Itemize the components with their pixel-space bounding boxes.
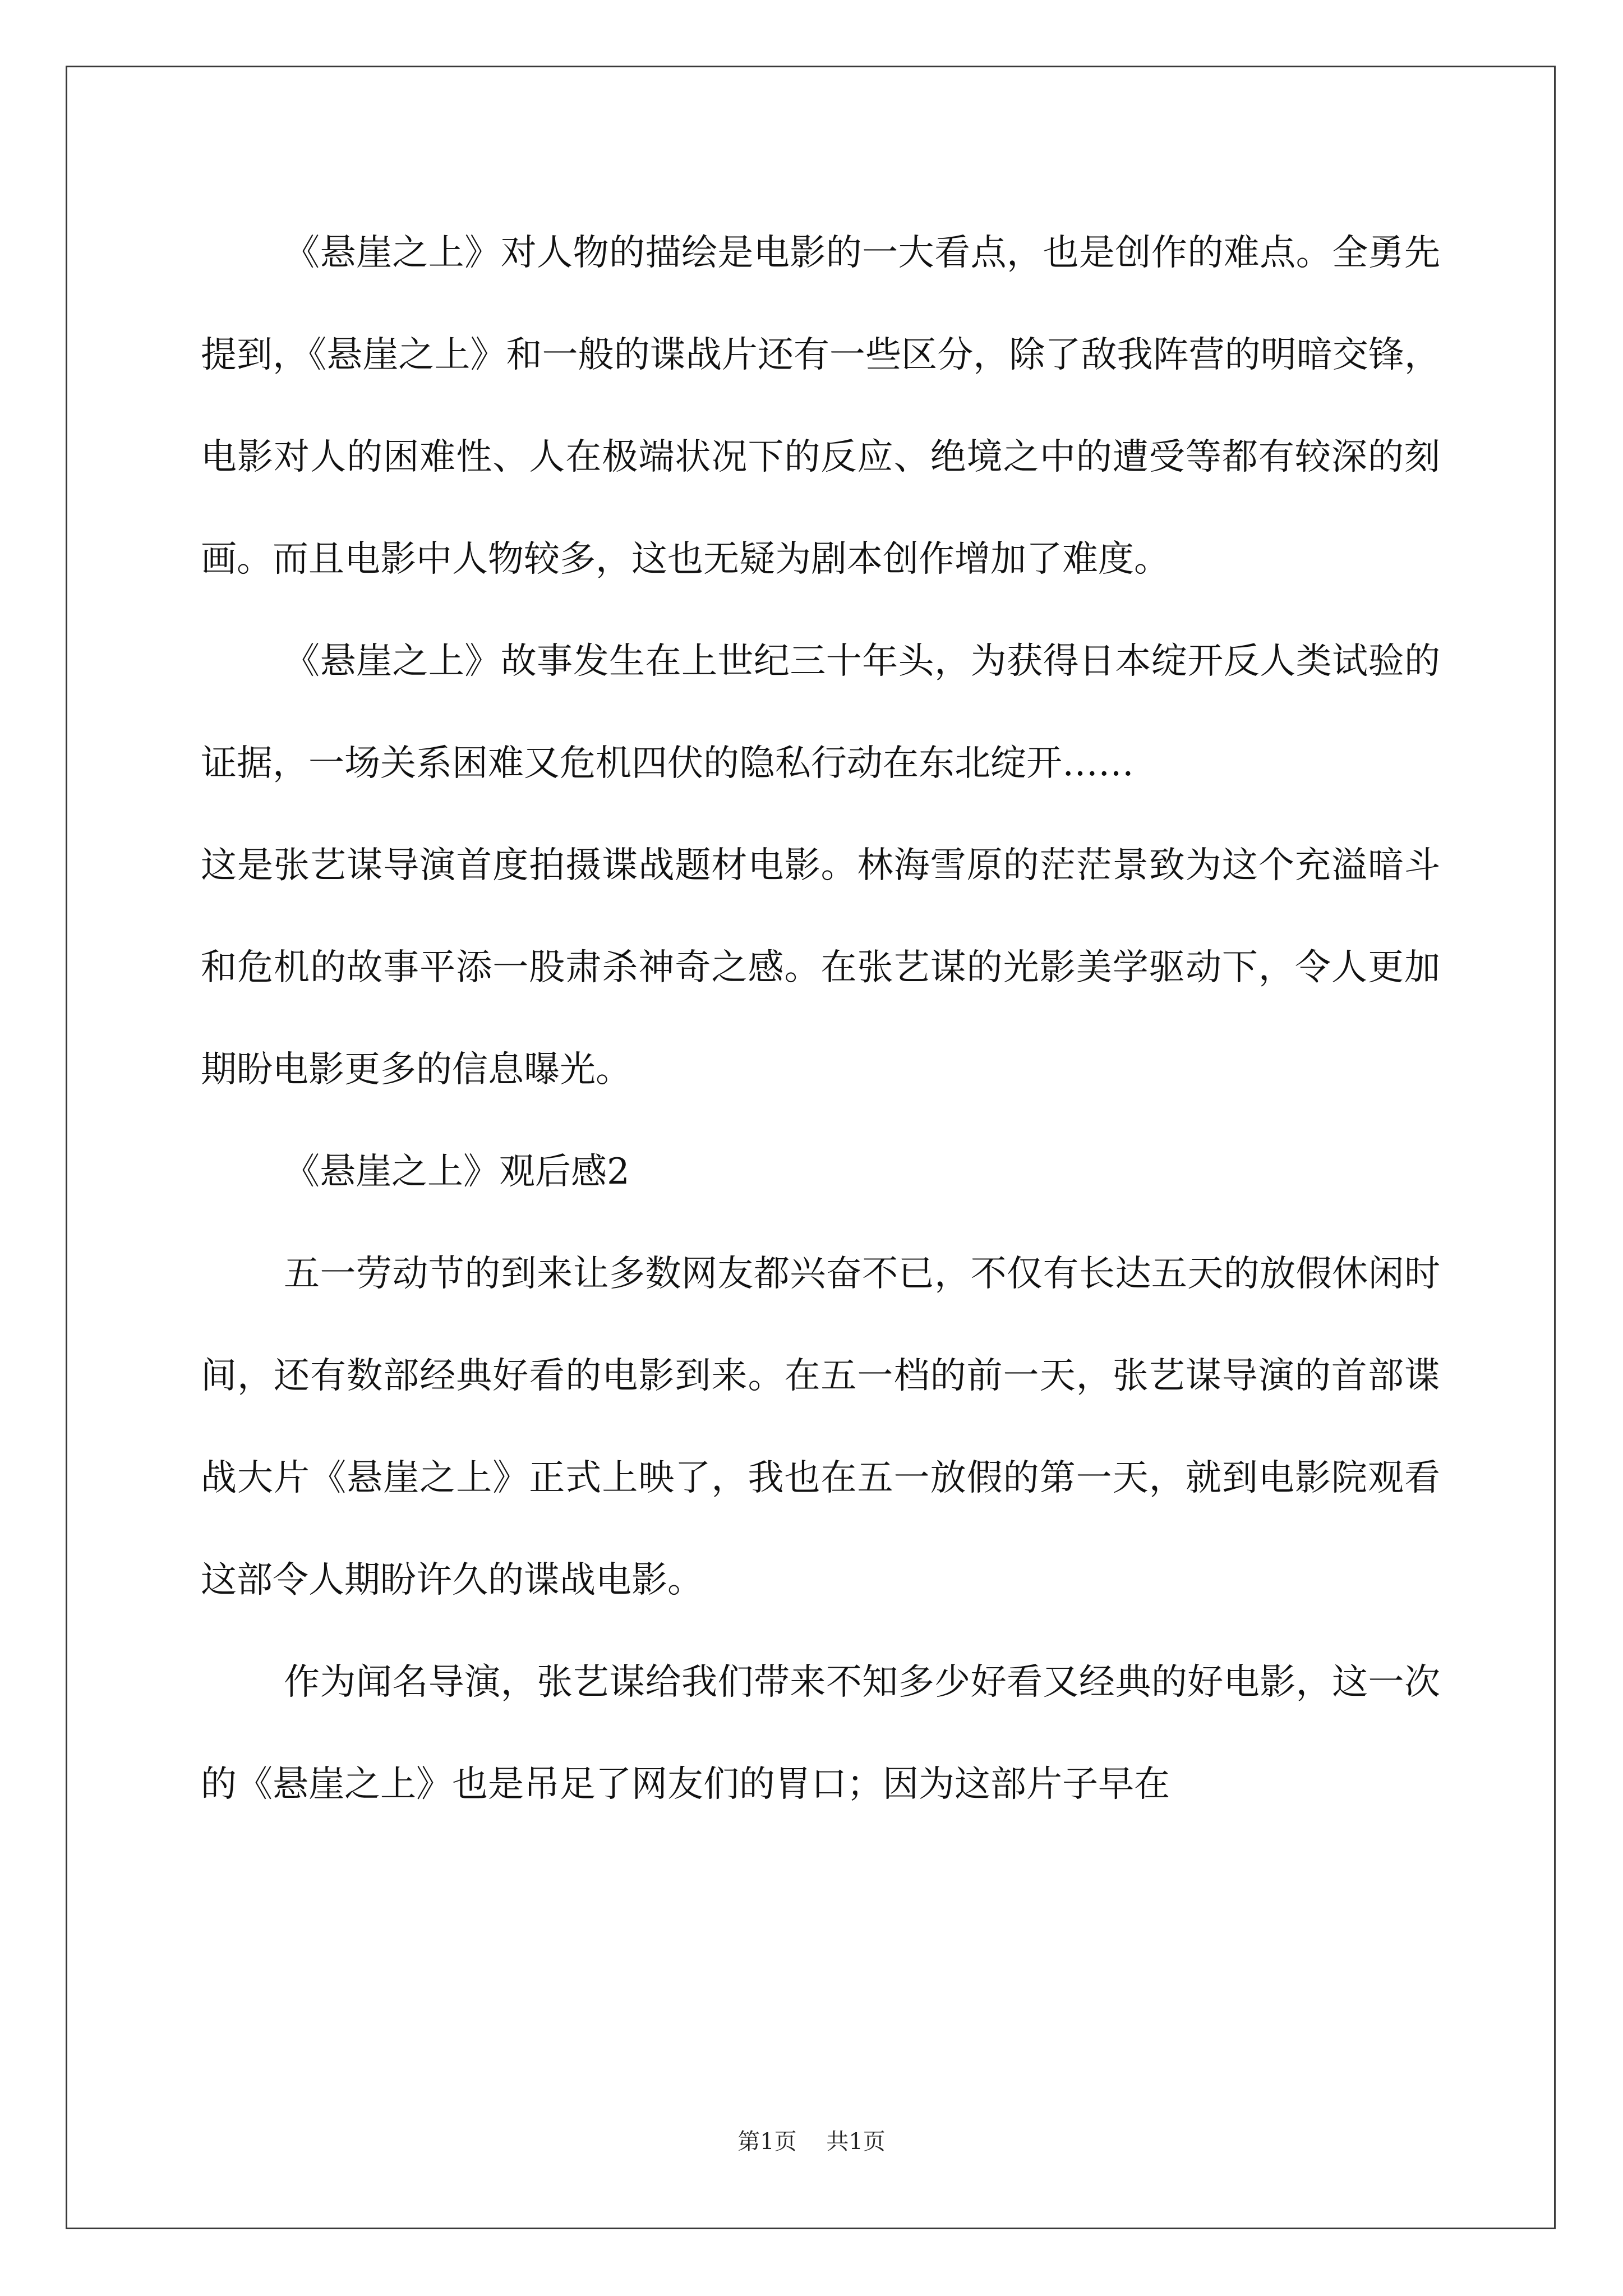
section-heading: 《悬崖之上》观后感2 <box>284 1151 630 1193</box>
page-footer <box>0 2125 1623 2159</box>
paragraph: 作为闻名导演，张艺谋给我们带来不知多少好看又经典的好电影，这一次的《悬崖之上》也是吊足了网友们的胃口；因为这部片子早在 <box>201 1662 1440 1805</box>
paragraph: 《悬崖之上》对人物的描绘是电影的一大看点，也是创作的难点。全勇先提到，《悬崖之上》和一般的谍战片还有一些区分，除了敌我阵营的明暗交锋，电影对人的困难性、人在极端状况下的反应、绝境之中的遭受等都有较深的刻画。而且电影中人物较多，这也无疑为剧本创作增加了难度。 <box>201 232 1440 580</box>
paragraph: 《悬崖之上》故事发生在上世纪三十年头，为获得日本绽开反人类试验的证据，一场关系困难又危机四伏的隐私行动在东北绽开…… <box>201 641 1440 784</box>
document-body <box>201 202 1440 1835</box>
paragraph: 这是张艺谋导演首度拍摄谍战题材电影。林海雪原的茫茫景致为这个充溢暗斗和危机的故事平添一股肃杀神奇之感。在张艺谋的光影美学驱动下，令人更加期盼电影更多的信息曝光。 <box>201 845 1440 1091</box>
page-number: 第1页 <box>737 2129 797 2155</box>
page-total: 共1页 <box>826 2129 886 2155</box>
paragraph: 五一劳动节的到来让多数网友都兴奋不已，不仅有长达五天的放假休闲时间，还有数部经典好看的电影到来。在五一档的前一天，张艺谋导演的首部谍战大片《悬崖之上》正式上映了，我也在五一放假的第一天，就到电影院观看这部令人期盼许久的谍战电影。 <box>201 1253 1440 1601</box>
